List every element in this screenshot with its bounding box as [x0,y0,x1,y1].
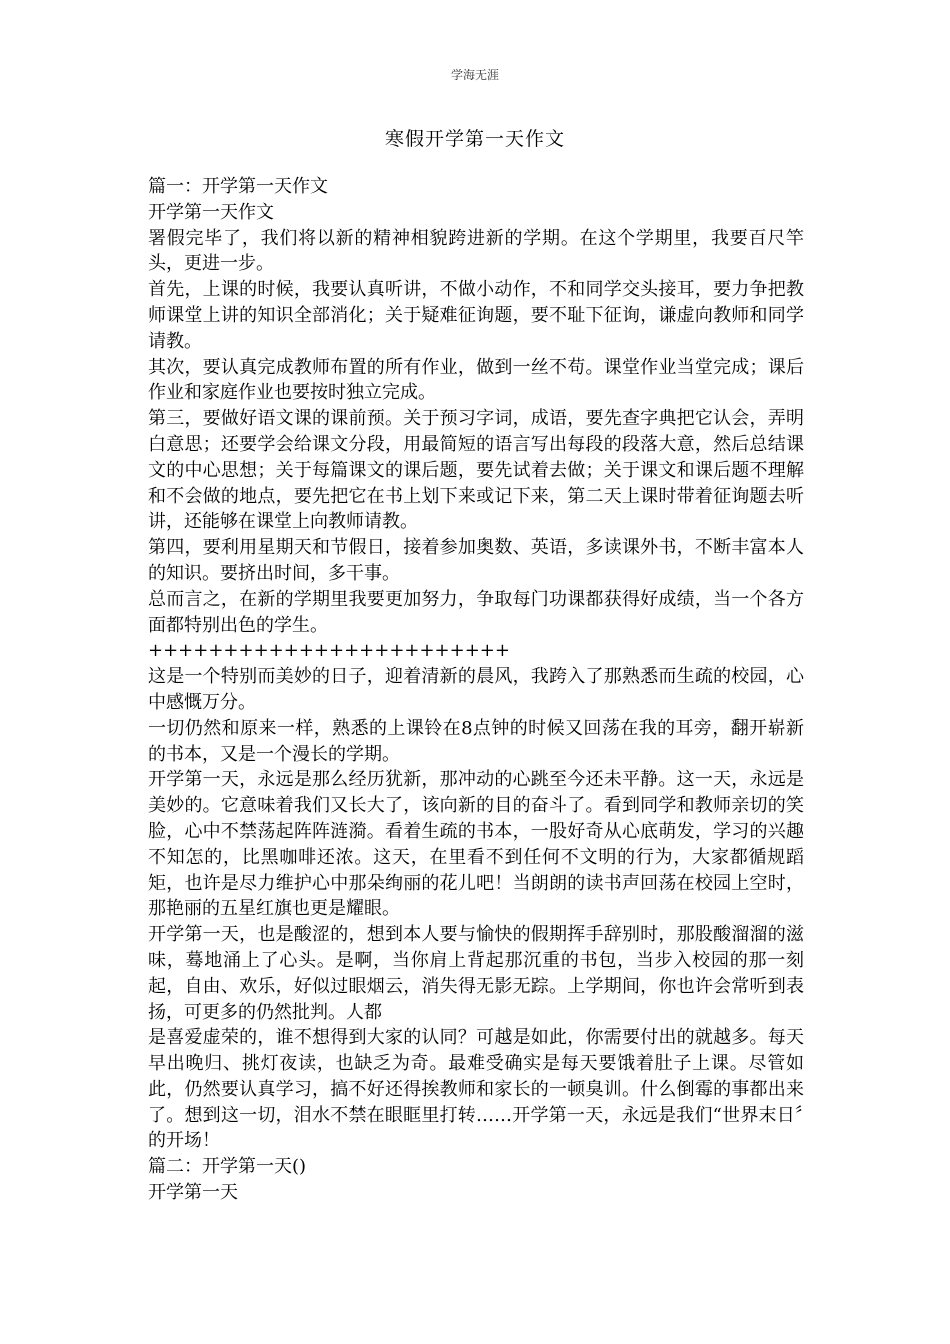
document-title: 寒假开学第一天作文 [384,128,565,150]
section-heading: 篇一：开学第一天作文 [148,176,328,197]
paragraph: 是喜爱虚荣的，谁不想得到大家的认同？可越是如此，你需要付出的就越多。每天早出晚归、挑灯夜读，也缺乏为奇。最难受确实是每天要饿着肚子上课。尽管如此，仍然要认真学习，搞不好还得挨教师和家长的一顿臭训。什么倒霉的事都出来了。想到这一切，泪水不禁在眼眶里打转……开学第一天，永远是我们“世界末日〞的开场！ [148,1027,804,1152]
paragraph: 开学第一天，也是酸涩的，想到本人要与愉快的假期挥手辞别时，那股酸溜溜的滋味，蓦地涌上了心头。是啊，当你肩上背起那沉重的书包，当步入校园的那一刻起，自由、欢乐，好似过眼烟云，消失得无影无踪。上学期间，你也许会常听到表扬，可更多的仍然批判。人都 [148,924,804,1023]
paragraph: 一切仍然和原来一样，熟悉的上课铃在8点钟的时候又回荡在我的耳旁，翻开崭新的书本，又是一个漫长的学期。 [148,717,804,765]
paragraph: 首先，上课的时候，我要认真听讲，不做小动作，不和同学交头接耳，要力争把教师课堂上讲的知识全部消化；关于疑难征询题，要不耻下征询，谦虚向教师和同学请教。 [148,279,804,352]
section-heading: 篇二：开学第一天() [148,1156,307,1178]
paragraph: 这是一个特别而美妙的日子，迎着清新的晨风，我跨入了那熟悉而生疏的校园，心中感慨万分。 [148,666,804,713]
page-header: 学海无涯 [450,68,499,82]
essay-title: 开学第一天作文 [148,201,274,223]
paragraph: 总而言之，在新的学期里我要更加努力，争取每门功课都获得好成绩，当一个各方面都特别出色的学生。 [148,588,804,636]
separator-line: ++++++++++++++++++++++++ [148,640,510,662]
paragraph: 第四，要利用星期天和节假日，接着参加奥数、英语，多读课外书，不断丰富本人的知识。要挤出时间，多干事。 [148,537,804,584]
paragraph: 署假完毕了，我们将以新的精神相貌跨进新的学期。在这个学期里，我要百尺竿头，更进一步。 [148,227,804,275]
paragraph: 开学第一天，永远是那么经历犹新，那冲动的心跳至今还未平静。这一天，永远是美妙的。它意味着我们又长大了，该向新的目的奋斗了。看到同学和教师亲切的笑脸，心中不禁荡起阵阵涟漪。看着生疏的书本，一股好奇从心底萌发，学习的兴趣不知怎的，比黑咖啡还浓。这天，在里看不到任何不文明的行为，大家都循规蹈矩，也许是尽力维护心中那朵绚丽的花儿吧！当朗朗的读书声回荡在校园上空时，那艳丽的五星红旗也更是耀眼。 [148,769,804,920]
document-body [148,174,804,1206]
paragraph: 其次，要认真完成教师布置的所有作业，做到一丝不苟。课堂作业当堂完成；课后作业和家庭作业也要按时独立完成。 [148,356,804,404]
paragraph: 第三，要做好语文课的课前预。关于预习字词，成语，要先查字典把它认会，弄明白意思；还要学会给课文分段，用最简短的语言写出每段的段落大意，然后总结课文的中心思想；关于每篇课文的课后题，要先试着去做；关于课文和课后题不理解和不会做的地点，要先把它在书上划下来或记下来，第二天上课时带着征询题去听讲，还能够在课堂上向教师请教。 [148,408,804,533]
essay-title: 开学第一天 [148,1182,238,1204]
